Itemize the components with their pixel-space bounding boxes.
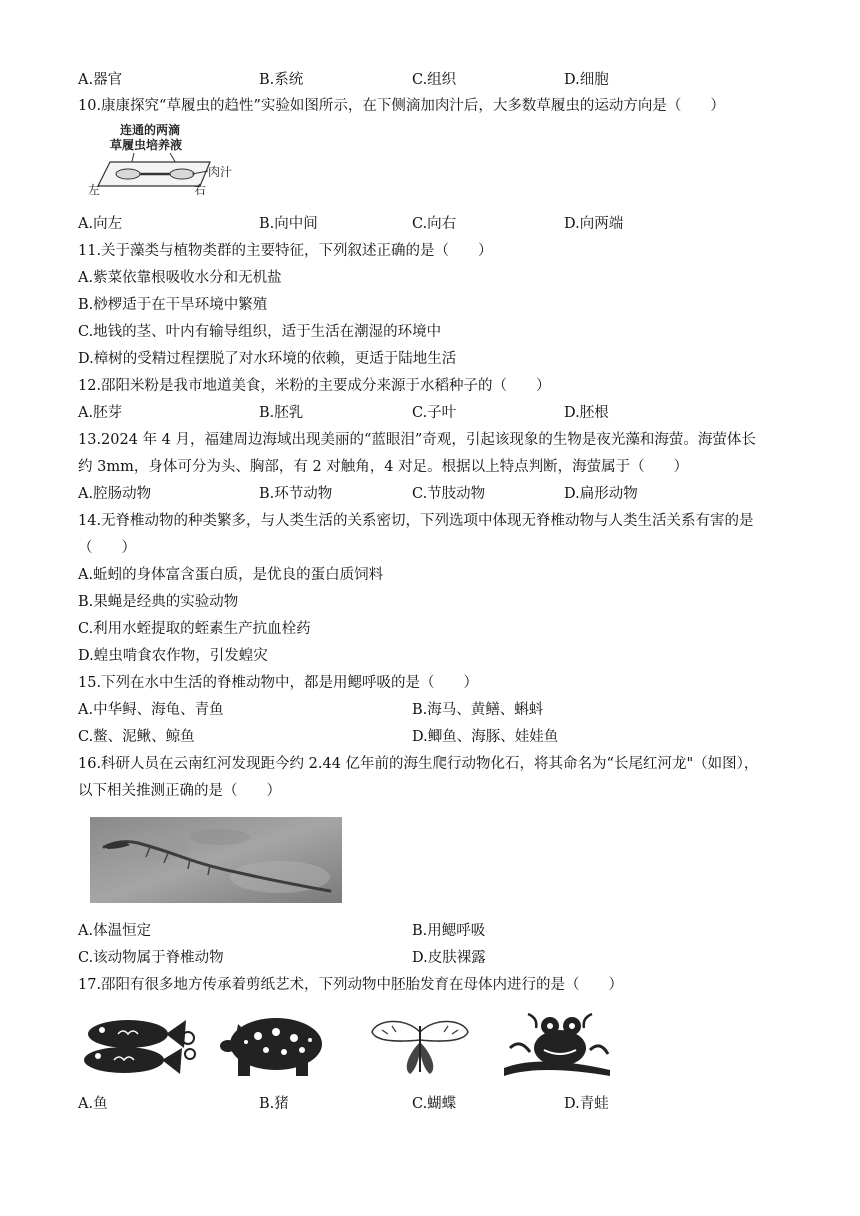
q17-option-a: A.鱼 [78, 1096, 108, 1112]
q12-option-d: D.胚根 [564, 405, 609, 421]
q10-option-a: A.向左 [78, 216, 123, 232]
q16-option-d: D.皮肤裸露 [412, 950, 486, 966]
q12-option-a: A.胚芽 [78, 405, 123, 421]
figure-label-two-drops: 连通的两滴 [120, 123, 181, 137]
q11-stem: 11.关于藻类与植物类群的主要特征，下列叙述正确的是（ ） [78, 243, 493, 259]
q16-stem-line1: 16.科研人员在云南红河发现距今约 2.44 亿年前的海生爬行动物化石，将其命名为“长尾红河龙"（如图）， [78, 756, 759, 772]
fossil-photo [90, 817, 342, 903]
q11-option-a: A.紫菜依靠根吸收水分和无机盐 [78, 270, 282, 286]
q16-option-c: C.该动物属于脊椎动物 [78, 950, 224, 966]
q11-option-b: B.桫椤适于在干旱环境中繁殖 [78, 297, 268, 313]
q17-option-d: D.青蛙 [564, 1096, 609, 1112]
papercut-fish-image [78, 1008, 202, 1086]
q17-stem: 17.邵阳有很多地方传承着剪纸艺术，下列动物中胚胎发育在母体内进行的是（ ） [78, 977, 624, 993]
q15-option-d: D.鲫鱼、海豚、娃娃鱼 [412, 729, 559, 745]
left-drop-shape [116, 169, 140, 179]
figure-label-culture: 草履虫培养液 [110, 138, 183, 152]
papercut-pig-image [218, 1010, 334, 1082]
q9-option-b: B.系统 [259, 72, 304, 88]
q11-option-c: C.地钱的茎、叶内有输导组织，适于生活在潮湿的环境中 [78, 324, 442, 340]
q9-option-a: A.器官 [78, 72, 123, 88]
q15-option-a: A.中华鲟、海龟、青鱼 [78, 702, 224, 718]
q11-option-d: D.樟树的受精过程摆脱了对水环境的依赖，更适于陆地生活 [78, 351, 457, 367]
figure-label-left: 左 [88, 183, 101, 197]
q13-option-a: A.腔肠动物 [78, 486, 152, 502]
q13-stem-line1: 13.2024 年 4 月，福建周边海域出现美丽的“蓝眼泪”奇观，引起该现象的生物是夜光藻和海萤。海萤体长 [78, 432, 756, 448]
q17-option-b: B.猪 [259, 1096, 289, 1112]
q10-option-b: B.向中间 [259, 216, 318, 232]
q10-option-c: C.向右 [412, 216, 457, 232]
q12-option-c: C.子叶 [412, 405, 457, 421]
q14-stem-line2: （ ） [78, 540, 136, 556]
q14-option-d: D.蝗虫啃食农作物，引发蝗灾 [78, 648, 268, 664]
q10-option-d: D.向两端 [564, 216, 624, 232]
q14-option-c: C.利用水蛭提取的蛭素生产抗血栓药 [78, 621, 311, 637]
q13-option-d: D.扁形动物 [564, 486, 638, 502]
papercut-frog-image [500, 1008, 614, 1086]
q14-option-b: B.果蝇是经典的实验动物 [78, 594, 239, 610]
q13-option-b: B.环节动物 [259, 486, 333, 502]
q9-option-c: C.组织 [412, 72, 457, 88]
q12-option-b: B.胚乳 [259, 405, 304, 421]
papercut-butterfly-image [364, 1012, 476, 1082]
q15-option-c: C.鳖、泥鳅、鲸鱼 [78, 729, 195, 745]
right-drop-shape [170, 169, 194, 179]
figure-label-right: 右 [194, 183, 207, 197]
figure-label-meat-juice: 肉汁 [208, 165, 233, 179]
q16-option-b: B.用鳃呼吸 [412, 923, 486, 939]
q15-stem: 15.下列在水中生活的脊椎动物中，都是用鳃呼吸的是（ ） [78, 675, 479, 691]
q13-option-c: C.节肢动物 [412, 486, 486, 502]
q17-option-c: C.蝴蝶 [412, 1096, 457, 1112]
q16-option-a: A.体温恒定 [78, 923, 152, 939]
paramecium-experiment-figure [84, 122, 244, 200]
q12-stem: 12.邵阳米粉是我市地道美食，米粉的主要成分来源于水稻种子的（ ） [78, 378, 551, 394]
q10-stem: 10.康康探究“草履虫的趋性”实验如图所示，在下侧滴加肉汁后，大多数草履虫的运动方向是（ ） [78, 98, 725, 114]
q9-option-d: D.细胞 [564, 72, 609, 88]
q14-option-a: A.蚯蚓的身体富含蛋白质，是优良的蛋白质饲料 [78, 567, 384, 583]
q14-stem-line1: 14.无脊椎动物的种类繁多，与人类生活的关系密切，下列选项中体现无脊椎动物与人类生活关系有害的是 [78, 513, 754, 529]
q13-stem-line2: 约 3mm，身体可分为头、胸部，有 2 对触角，4 对足。根据以上特点判断，海萤属于（ ） [78, 459, 689, 475]
q15-option-b: B.海马、黄鳝、蝌蚪 [412, 702, 544, 718]
q16-stem-line2: 以下相关推测正确的是（ ） [78, 783, 281, 799]
